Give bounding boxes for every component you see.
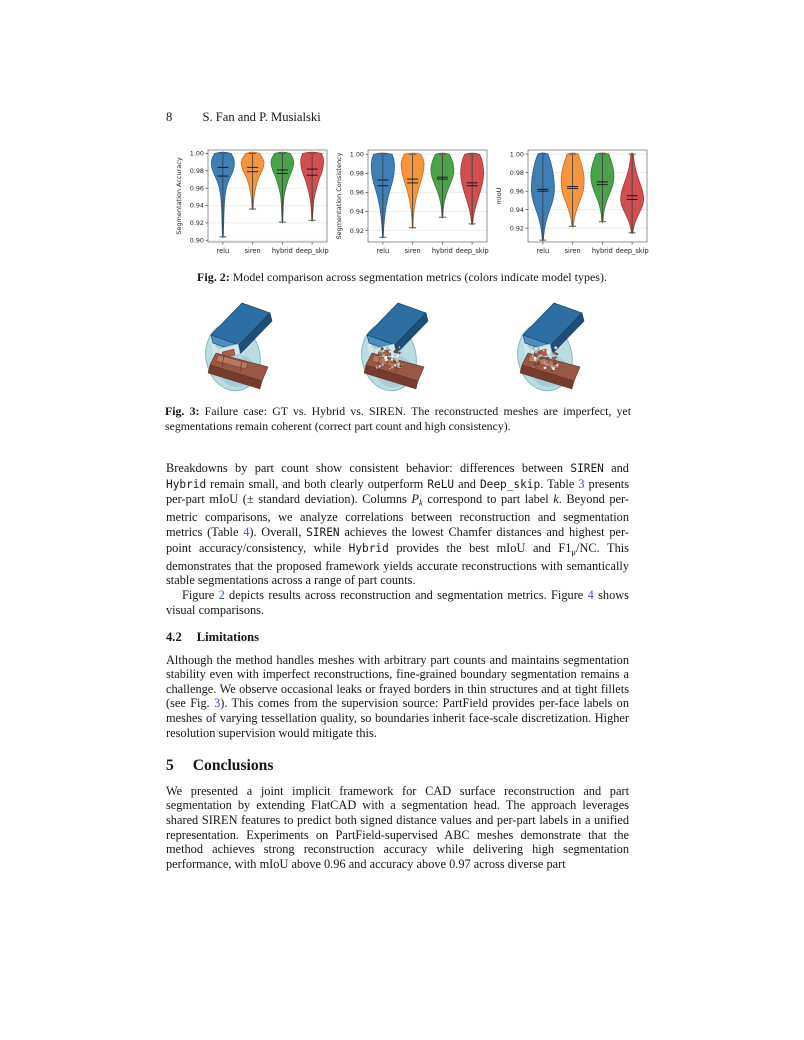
ref-link[interactable]: 2 xyxy=(218,587,225,602)
ref-link[interactable]: 4 xyxy=(243,524,250,539)
violin-chart-svg xyxy=(492,144,652,262)
svg-text:mIoU: mIoU xyxy=(495,187,503,205)
body-text xyxy=(166,461,629,871)
svg-text:0.92: 0.92 xyxy=(509,224,524,233)
svg-text:hybrid: hybrid xyxy=(591,247,613,255)
code-term: ReLU xyxy=(427,477,455,491)
svg-text:0.94: 0.94 xyxy=(509,205,524,214)
code-term: Hybrid xyxy=(166,477,207,491)
violin-plot-miou xyxy=(492,144,652,262)
section-heading-conclusions xyxy=(166,759,629,774)
section-number: 5 xyxy=(166,757,174,775)
svg-text:deep_skip: deep_skip xyxy=(615,247,649,255)
page-header xyxy=(166,110,321,125)
svg-text:0.94: 0.94 xyxy=(349,207,364,216)
figure3-svg xyxy=(168,297,638,399)
svg-text:0.92: 0.92 xyxy=(349,226,364,235)
svg-text:0.98: 0.98 xyxy=(349,169,364,178)
svg-text:relu: relu xyxy=(536,247,550,255)
svg-text:1.00: 1.00 xyxy=(189,149,204,158)
svg-text:siren: siren xyxy=(404,247,421,255)
ref-link[interactable]: 3 xyxy=(578,476,585,491)
cad-render-SIREN xyxy=(512,303,584,396)
paragraph-breakdowns: Breakdowns by part count show consistent behavior: differences between SIREN and Hybrid remain small, and both clearly outperform ReLU and Deep_skip. Table 3 presents per-part mIoU (± standard deviation). Columns $P_k$ correspond to part label k. Beyond per-metric comparisons, we analyze correlations between reconstruction and segmentation metrics (Table 4). Overall, SIREN achieves the lowest Chamfer distances and highest per-point accuracy/consistency, while Hybrid provides the best mIoU and $F1_\mu/NC$. This demonstrates that the proposed framework yields accurate reconstructions with semantically stable segmentations across a range of part counts. xyxy=(166,461,630,588)
svg-text:0.98: 0.98 xyxy=(509,168,524,177)
svg-text:0.98: 0.98 xyxy=(189,167,204,176)
svg-text:hybrid: hybrid xyxy=(271,247,293,255)
svg-text:relu: relu xyxy=(216,247,230,255)
svg-text:deep_skip: deep_skip xyxy=(455,247,489,255)
svg-text:0.96: 0.96 xyxy=(189,184,204,193)
svg-text:0.94: 0.94 xyxy=(189,201,204,210)
figure3-caption: Fig. 3: Failure case: GT vs. Hybrid vs. SIREN. The reconstructed meshes are imperfect, yet segmentations remain coherent (correct part count and high consistency). xyxy=(165,404,631,433)
cad-render-GT xyxy=(200,303,272,396)
cad-render-Hybrid xyxy=(356,303,428,396)
svg-text:deep_skip: deep_skip xyxy=(295,247,329,255)
svg-text:Segmentation Accuracy: Segmentation Accuracy xyxy=(175,157,183,235)
svg-text:0.90: 0.90 xyxy=(189,236,204,245)
svg-text:siren: siren xyxy=(564,247,581,255)
svg-text:0.96: 0.96 xyxy=(509,187,524,196)
paragraph-limitations: Although the method handles meshes with arbitrary part counts and maintains segmentation stability even with imperfect reconstructions, fine-grained boundary segmentation remains a challenge. We observe occasional leaks or frayed borders in thin structures and at tight fillets (see Fig. 3). This comes from the supervision source: PartField provides per-face labels on meshes of varying tessellation quality, so boundaries inherit face-scale discretization. Higher resolution supervision would mitigate this. xyxy=(166,652,629,740)
figure3-renders xyxy=(168,297,638,399)
svg-text:0.92: 0.92 xyxy=(189,219,204,228)
violin-plot-segmentation-accuracy xyxy=(172,144,332,262)
code-term: Hybrid xyxy=(348,541,389,555)
section-title: Limitations xyxy=(196,630,260,645)
section-title: Conclusions xyxy=(192,757,274,775)
figure2-caption: Fig. 2: Model comparison across segmentation metrics (colors indicate model types). xyxy=(197,270,607,284)
svg-text:0.96: 0.96 xyxy=(349,188,364,197)
svg-text:1.00: 1.00 xyxy=(509,150,524,159)
svg-text:siren: siren xyxy=(244,247,261,255)
page-number: 8 xyxy=(166,110,173,124)
violin-chart-svg xyxy=(332,144,492,262)
code-term: Deep_skip xyxy=(479,477,541,491)
svg-text:Segmentation Consistency: Segmentation Consistency xyxy=(335,152,343,240)
paragraph-conclusions: We presented a joint implicit framework for CAD surface reconstruction and part segmentation by extending FlatCAD with a segmentation head. The approach leverages shared SIREN features to predict both signed distance values and per-part labels in a unified representation. Experiments on PartField-supervised ABC meshes demonstrate that the method achieves strong reconstruction accuracy while delivering high segmentation performance, with mIoU above 0.96 and accuracy above 0.97 across diverse part xyxy=(166,783,629,871)
paragraph-figure-refs: Figure 2 depicts results across reconstruction and segmentation metrics. Figure 4 shows visual comparisons. xyxy=(166,587,629,617)
ref-link[interactable]: 3 xyxy=(214,696,221,711)
figure2-violin-plots xyxy=(172,144,652,262)
running-title: S. Fan and P. Musialski xyxy=(202,110,321,124)
ref-link[interactable]: 4 xyxy=(587,587,594,602)
section-heading-limitations xyxy=(166,630,629,645)
svg-text:1.00: 1.00 xyxy=(349,150,364,159)
violin-chart-svg xyxy=(172,144,332,262)
section-number: 4.2 xyxy=(166,630,182,645)
svg-text:relu: relu xyxy=(376,247,390,255)
code-term: SIREN xyxy=(570,462,604,475)
violin-plot-segmentation-consistency xyxy=(332,144,492,262)
svg-text:hybrid: hybrid xyxy=(431,247,453,255)
code-term: SIREN xyxy=(306,525,340,539)
